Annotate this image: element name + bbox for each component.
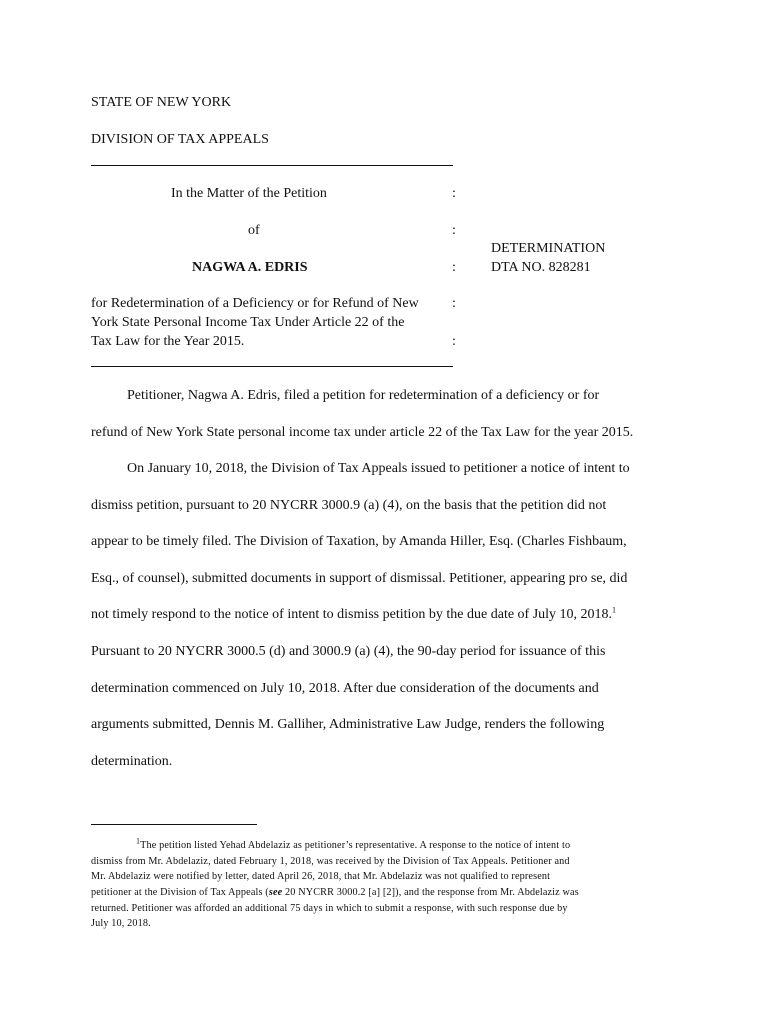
footnote-text: 20 NYCRR 3000.2 [a] [2]), and the response from Mr. Abdelaziz was xyxy=(282,887,579,898)
citation-signal: see xyxy=(268,887,283,898)
body-line: Petitioner, Nagwa A. Edris, filed a petition for redetermination of a deficiency or for xyxy=(127,388,600,403)
document-type: DETERMINATION xyxy=(491,241,606,256)
footnote-text: petitioner at the Division of Tax Appeals ( xyxy=(91,887,269,898)
caption-of: of xyxy=(248,223,260,238)
body-line: determination commenced on July 10, 2018. After due consideration of the documents and xyxy=(91,681,599,696)
footnote-line-1 xyxy=(136,836,571,851)
body-line: determination. xyxy=(91,754,173,769)
caption-colon: : xyxy=(452,186,456,201)
footnote-line: dismiss from Mr. Abdelaziz, dated February 1, 2018, was received by the Division of Tax Appeals. Petitioner and xyxy=(91,856,570,867)
footnote-text: The petition listed Yehad Abdelaziz as petitioner’s representative. A response to the notice of intent to xyxy=(140,840,571,851)
state-heading: STATE OF NEW YORK xyxy=(91,95,232,110)
caption-colon: : xyxy=(452,260,456,275)
footnote-separator xyxy=(91,824,257,825)
dta-number: DTA NO. 828281 xyxy=(491,260,591,275)
caption-purpose-line-1: for Redetermination of a Deficiency or for Refund of New xyxy=(91,296,419,311)
division-heading: DIVISION OF TAX APPEALS xyxy=(91,132,269,147)
caption-colon: : xyxy=(452,334,456,349)
footnote-line-with-citation xyxy=(91,887,579,898)
caption-bottom-rule xyxy=(91,366,453,367)
body-line: On January 10, 2018, the Division of Tax Appeals issued to petitioner a notice of intent to xyxy=(127,461,630,476)
body-line: Pursuant to 20 NYCRR 3000.5 (d) and 3000.9 (a) (4), the 90-day period for issuance of this xyxy=(91,644,606,659)
footnote-line: July 10, 2018. xyxy=(91,918,151,929)
body-line: dismiss petition, pursuant to 20 NYCRR 3000.9 (a) (4), on the basis that the petition did not xyxy=(91,498,607,513)
footnote-reference: 1 xyxy=(612,605,617,615)
body-line: arguments submitted, Dennis M. Galliher, Administrative Law Judge, renders the following xyxy=(91,717,605,732)
footnote-marker: 1 xyxy=(136,836,141,846)
caption-colon: : xyxy=(452,296,456,311)
body-line: refund of New York State personal income tax under article 22 of the Tax Law for the year 2015. xyxy=(91,425,634,440)
petitioner-name: NAGWA A. EDRIS xyxy=(192,260,308,275)
caption-top-rule xyxy=(91,165,453,166)
footnote-line: returned. Petitioner was afforded an additional 75 days in which to submit a response, with such response due by xyxy=(91,903,568,914)
footnote-line: Mr. Abdelaziz were notified by letter, dated April 26, 2018, that Mr. Abdelaziz was not qualified to represent xyxy=(91,871,551,882)
body-line: appear to be timely filed. The Division of Taxation, by Amanda Hiller, Esq. (Charles Fishbaum, xyxy=(91,534,627,549)
caption-purpose-line-3: Tax Law for the Year 2015. xyxy=(91,334,245,349)
body-line-text: not timely respond to the notice of intent to dismiss petition by the due date of July 10, 2018. xyxy=(91,607,613,622)
caption-purpose-line-2: York State Personal Income Tax Under Article 22 of the xyxy=(91,315,405,330)
caption-colon: : xyxy=(452,223,456,238)
body-line-with-footnote xyxy=(91,607,616,623)
caption-matter: In the Matter of the Petition xyxy=(171,186,327,201)
body-line: Esq., of counsel), submitted documents in support of dismissal. Petitioner, appearing pro se, did xyxy=(91,571,628,586)
